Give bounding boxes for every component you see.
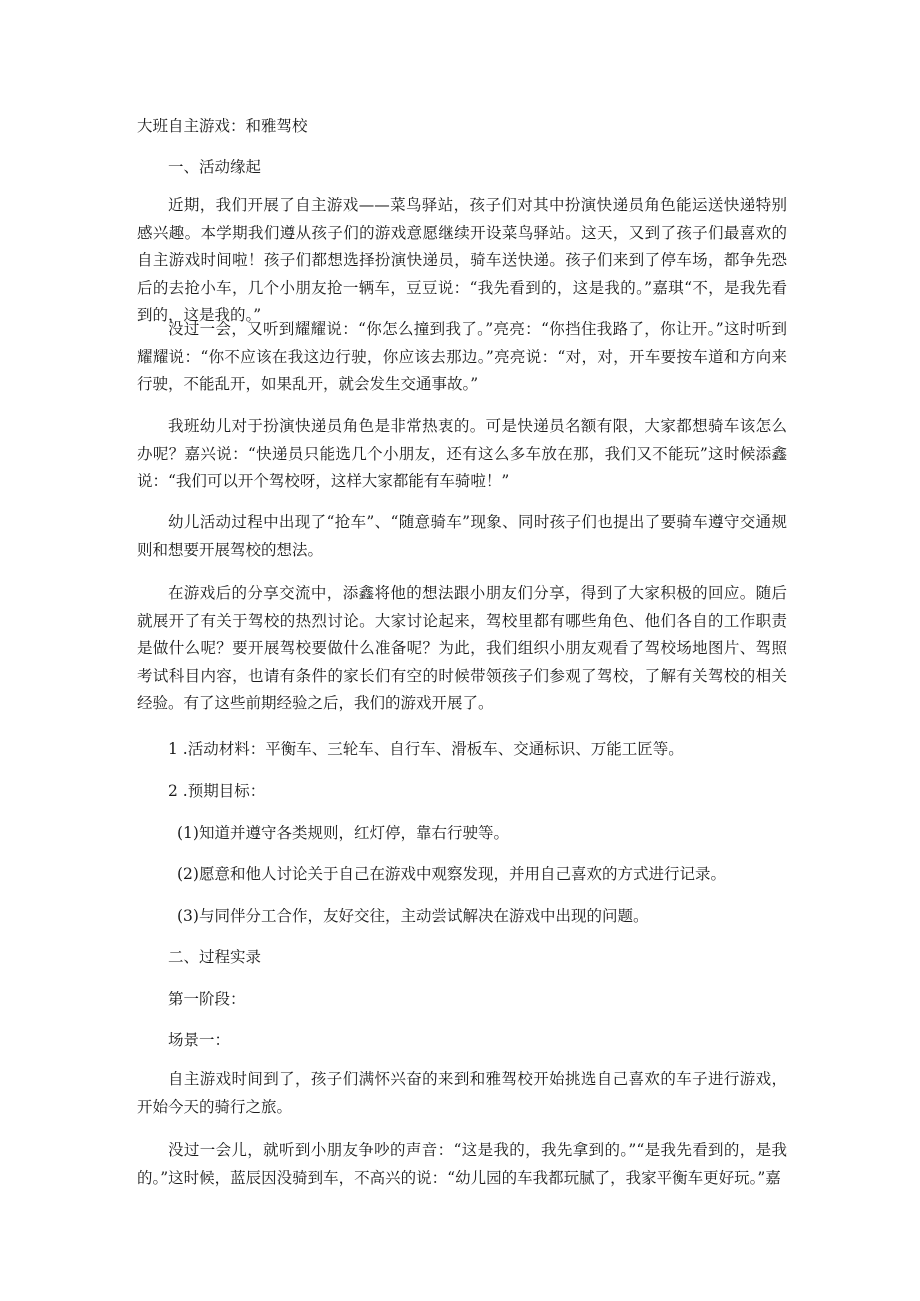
scene-heading: 场景一： — [168, 1031, 231, 1049]
goal-item-2: (2)愿意和他人讨论关于自己在游戏中观察发现，并用自己喜欢的方式进行记录。 — [177, 865, 726, 883]
section-heading-origin: 一、活动缘起 — [168, 158, 262, 176]
paragraph-origin-4: 幼儿活动过程中出现了“抢车”、“随意骑车”现象、同时孩子们也提出了要骑车遵守交通规则和想要开展驾校的想法。 — [137, 513, 787, 559]
goal-item-3: (3)与同伴分工合作，友好交往，主动尝试解决在游戏中出现的问题。 — [177, 907, 649, 925]
section-heading-process: 二、过程实录 — [168, 948, 262, 966]
list-item-goals-heading: 2 .预期目标： — [168, 782, 266, 800]
goal-item-1: (1)知道并遵守各类规则，红灯停，靠右行驶等。 — [177, 824, 509, 842]
paragraph-origin-3: 我班幼儿对于扮演快递员角色是非常热衷的。可是快递员名额有限，大家都想骑车该怎么办呢？嘉兴说：“快递员只能选几个小朋友，还有这么多车放在那，我们又不能玩”这时候添鑫说：“我们可以开个驾校呀，这样大家都能有车骑啦！” — [137, 417, 787, 490]
document-title: 大班自主游戏：和雅驾校 — [137, 117, 308, 135]
paragraph-process-2: 没过一会儿，就听到小朋友争吵的声音：“这是我的，我先拿到的。”“是我先看到的，是我的。”这时候，蓝辰因没骑到车，不高兴的说：“幼儿园的车我都玩腻了，我家平衡车更好玩。”嘉 — [137, 1141, 787, 1187]
paragraph-origin-2: 没过一会，又听到耀耀说：“你怎么撞到我了。”亮亮：“你挡住我路了，你让开。”这时听到耀耀说：“你不应该在我这边行驶，你应该去那边。”亮亮说：“对，对，开车要按车道和方向来行驶，不能乱开，如果乱开，就会发生交通事故。” — [137, 320, 787, 393]
paragraph-process-1: 自主游戏时间到了，孩子们满怀兴奋的来到和雅驾校开始挑选自己喜欢的车子进行游戏，开始今天的骑行之旅。 — [137, 1070, 787, 1116]
paragraph-origin-5: 在游戏后的分享交流中，添鑫将他的想法跟小朋友们分享，得到了大家积极的回应。随后就展开了有关于驾校的热烈讨论。大家讨论起来，驾校里都有哪些角色、他们各自的工作职责是做什么呢？要开展驾校要做什么准备呢？为此，我们组织小朋友观看了驾校场地图片、驾照考试科目内容，也请有条件的家长们有空的时候带领孩子们参观了驾校，了解有关驾校的相关经验。有了这些前期经验之后，我们的游戏开展了。 — [137, 584, 787, 712]
stage-heading: 第一阶段： — [168, 990, 246, 1008]
paragraph-origin-1: 近期，我们开展了自主游戏——菜鸟驿站，孩子们对其中扮演快递员角色能运送快递特别感兴趣。本学期我们遵从孩子们的游戏意愿继续开设菜鸟驿站。这天，又到了孩子们最喜欢的自主游戏时间啦！孩子们都想选择扮演快递员，骑车送快递。孩子们来到了停车场，都争先恐后的去抢小车，几个小朋友抢一辆车，豆豆说：“我先看到的，这是我的。”嘉琪“不，是我先看到的，这是我的。” — [137, 196, 787, 324]
list-item-materials: 1 .活动材料：平衡车、三轮车、自行车、滑板车、交通标识、万能工匠等。 — [168, 740, 684, 758]
